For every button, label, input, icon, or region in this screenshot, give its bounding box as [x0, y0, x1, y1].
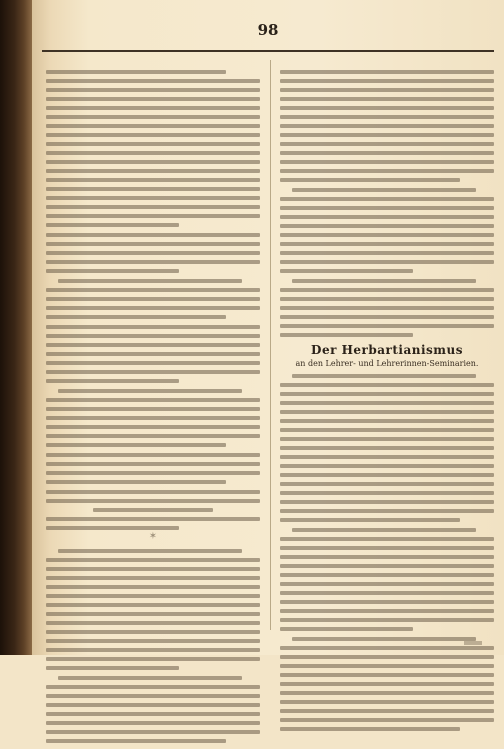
left-column	[46, 70, 260, 749]
text-block	[46, 279, 260, 319]
book-page	[32, 0, 504, 655]
right-column	[280, 70, 494, 737]
page-number: 98	[257, 21, 279, 39]
book-binding	[0, 0, 32, 655]
column-divider	[270, 60, 271, 630]
text-block	[46, 233, 260, 273]
text-block	[46, 549, 260, 670]
text-block	[280, 528, 494, 631]
text-block	[46, 490, 260, 530]
section-title: Der Herbartianismus	[311, 343, 463, 357]
text-block	[46, 325, 260, 383]
text-block	[280, 374, 494, 522]
text-block	[46, 676, 260, 743]
text-block	[46, 453, 260, 484]
text-block	[280, 279, 494, 337]
text-block	[46, 70, 260, 227]
section-ornament	[46, 536, 260, 544]
text-block	[46, 389, 260, 447]
footer-mark	[464, 641, 482, 645]
text-block	[280, 188, 494, 273]
text-block	[280, 70, 494, 182]
header-rule	[42, 50, 494, 52]
text-block	[280, 637, 494, 731]
section-subtitle: an den Lehrer- und Lehrerinnen-Seminarien.	[295, 359, 479, 368]
